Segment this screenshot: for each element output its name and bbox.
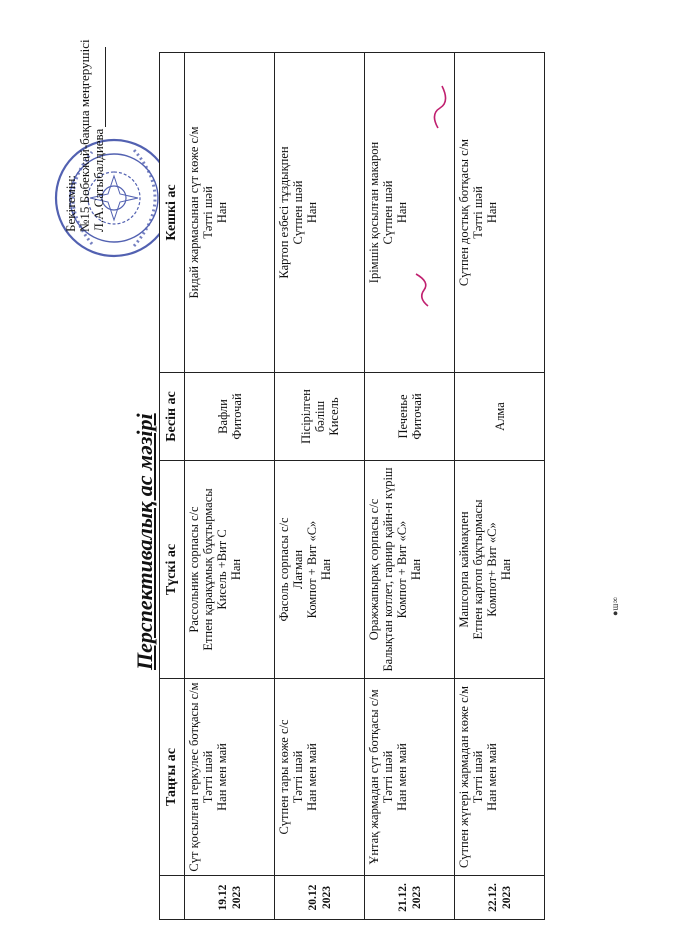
lunch-item: Нан [409, 558, 423, 581]
dinner-item: Нан [485, 201, 499, 224]
lunch-cell [365, 461, 455, 679]
header-lunch: Түскі ас [160, 461, 185, 679]
breakfast-item: Тәтті шәй [201, 750, 215, 804]
snack-item: бәліш [312, 400, 327, 433]
lunch-item: Компот+ Вит «С» [485, 522, 499, 617]
header-breakfast: Таңғы ас [160, 679, 185, 876]
breakfast-item: Нан мен май [395, 743, 409, 811]
lunch-item: Оражжапырақ сорпасы с/с [367, 498, 381, 641]
breakfast-cell [275, 679, 365, 876]
breakfast-cell [365, 679, 455, 876]
header-snack: Бесін ас [160, 373, 185, 461]
breakfast-item: Ұнтақ жармадан сүт ботқасы с/м [367, 689, 381, 865]
dinner-item: Тәтті шәй [471, 186, 485, 239]
dinner-item: Нан [395, 201, 409, 224]
lunch-item: Лағман [291, 549, 305, 590]
lunch-item: Рассольник сорпасы с/с [187, 506, 201, 633]
approval-block [64, 39, 106, 232]
snack-item: Кисель [326, 397, 341, 436]
lunch-item: Фасоль сорпасы с/с [277, 517, 291, 622]
date-cell: 21.12. 2023 [365, 876, 455, 920]
table-row [365, 53, 455, 920]
lunch-cell [455, 461, 545, 679]
signature-line [105, 47, 106, 127]
snack-cell [275, 373, 365, 461]
corner-mark: ●ɯ∞ [610, 597, 620, 616]
breakfast-item: Нан мен май [305, 743, 319, 811]
breakfast-item: Сүтпен тары көже с/с [277, 719, 291, 835]
snack-item: Алма [492, 402, 507, 431]
lunch-item: Компот + Вит «С» [395, 520, 409, 619]
lunch-item: Етпен картоп бұқтырмасы [471, 499, 485, 640]
dinner-item: Нан [305, 201, 319, 224]
snack-item: Фиточай [409, 393, 424, 440]
breakfast-item: Тәтті шәй [291, 750, 305, 804]
lunch-item: Етпен қарақұмық бұқтырмасы [201, 488, 215, 651]
breakfast-item: Нан мен май [215, 743, 229, 811]
lunch-cell [185, 461, 275, 679]
breakfast-cell [455, 679, 545, 876]
table-row [455, 53, 545, 920]
breakfast-item: Тәтті шәй [381, 750, 395, 804]
lunch-item: Машсорпа каймақпен [457, 511, 471, 628]
breakfast-item: Сүт қосылған геркулес ботқасы с/м [187, 682, 201, 872]
table-row [185, 53, 275, 920]
pen-tick-mark [410, 270, 440, 310]
table-row [275, 53, 365, 920]
dinner-item: Сүтпен шәй [381, 180, 395, 245]
lunch-cell [275, 461, 365, 679]
dinner-cell [275, 53, 365, 373]
dinner-item: Картоп езбесі тұздықпен [277, 146, 291, 279]
snack-cell [455, 373, 545, 461]
snack-item: Вафли [215, 399, 230, 434]
date-cell: 22.12. 2023 [455, 876, 545, 920]
snack-item: Фиточай [229, 393, 244, 440]
menu-table-body [185, 53, 545, 920]
header-date [160, 876, 185, 920]
dinner-item: Ірімшік қосылған макарон [367, 141, 381, 284]
lunch-item: Кисель +Вит С [215, 529, 229, 610]
breakfast-item: Нан мен май [485, 743, 499, 811]
breakfast-cell [185, 679, 275, 876]
lunch-item: Нан [319, 558, 333, 581]
dinner-item: Сүтпен шәй [291, 180, 305, 245]
snack-item: Пісірілген [298, 389, 313, 444]
snack-cell [365, 373, 455, 461]
dinner-cell [185, 53, 275, 373]
lunch-item: Нан [499, 558, 513, 581]
approval-position: №15 Бөбекжай-бақша меңгерушісі [77, 39, 92, 232]
approval-signatory: Л.А.Сатыбалдиева [91, 128, 106, 232]
lunch-item: Нан [229, 558, 243, 581]
dinner-item: Нан [215, 201, 229, 224]
dinner-item: Сүтпен достық ботқасы с/м [457, 138, 471, 287]
page-title: Перспективалық ас мәзірі [132, 413, 157, 670]
lunch-item: Балықтан котлет, гарнир қайн-н күріш [381, 467, 395, 672]
lunch-item: Компот + Вит «С» [305, 520, 319, 619]
dinner-item: Тәтті шәй [201, 186, 215, 239]
pen-scribble-mark [428, 82, 452, 132]
dinner-item: Бидай жармасынан сүт көже с/м [187, 126, 201, 299]
table-header-row [160, 53, 185, 920]
approval-label: Бекітемін: [63, 174, 78, 232]
breakfast-item: Сүтпен жүгері жармадан көже с/м [457, 685, 471, 869]
snack-cell [185, 373, 275, 461]
header-dinner: Кешкі ас [160, 53, 185, 373]
date-cell: 20.12 2023 [275, 876, 365, 920]
dinner-cell [455, 53, 545, 373]
snack-item: Печенье [395, 394, 410, 439]
date-cell: 19.12 2023 [185, 876, 275, 920]
breakfast-item: Тәтті шәй [471, 750, 485, 804]
menu-table [159, 52, 545, 920]
